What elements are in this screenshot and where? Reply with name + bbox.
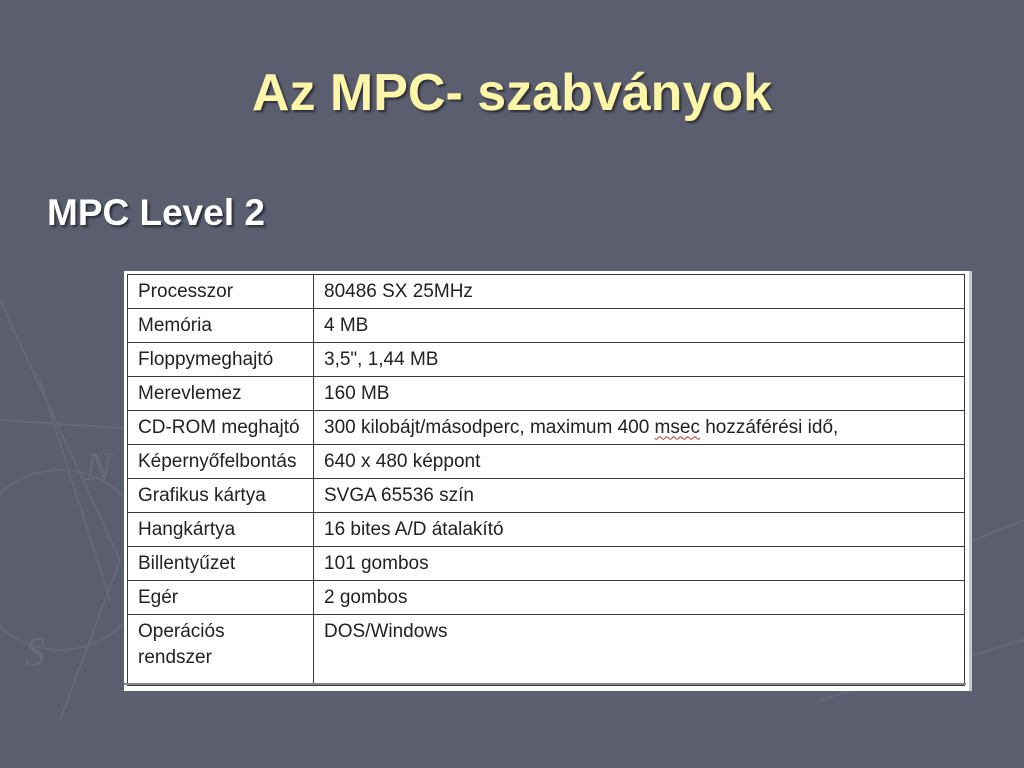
row-label: [128, 615, 314, 686]
row-value: [314, 411, 965, 445]
row-value-part: 300 kilobájt/másodperc, maximum 400: [324, 416, 655, 438]
row-value: 640 x 480 képpont: [314, 445, 965, 479]
row-value-spellcheck-word: msec: [654, 416, 700, 438]
table-bottom-border: [124, 683, 966, 685]
table-row: [128, 377, 965, 411]
table-row: [128, 547, 965, 581]
table-row: [128, 309, 965, 343]
slide-subtitle: MPC Level 2: [47, 192, 265, 233]
row-value: 16 bites A/D átalakító: [314, 513, 965, 547]
table-row: [128, 479, 965, 513]
table-row: [128, 445, 965, 479]
spec-table-image: [124, 271, 972, 691]
row-value: 80486 SX 25MHz: [314, 275, 965, 309]
row-label: Merevlemez: [128, 377, 314, 411]
row-value: 2 gombos: [314, 581, 965, 615]
row-label-line: rendszer: [138, 647, 212, 668]
row-value: 160 MB: [314, 377, 965, 411]
row-value: 101 gombos: [314, 547, 965, 581]
row-label: Billentyűzet: [128, 547, 314, 581]
compass-n-mark: N: [85, 444, 112, 489]
row-value: 4 MB: [314, 309, 965, 343]
row-value: 3,5", 1,44 MB: [314, 343, 965, 377]
row-label: Processzor: [128, 275, 314, 309]
table-row: [128, 343, 965, 377]
slide-title: Az MPC- szabványok: [251, 64, 773, 122]
table-row: [128, 513, 965, 547]
row-label: Képernyőfelbontás: [128, 445, 314, 479]
row-label: CD-ROM meghajtó: [128, 411, 314, 445]
row-label: Egér: [128, 581, 314, 615]
row-label: Memória: [128, 309, 314, 343]
table-row: [128, 411, 965, 445]
table-row: [128, 615, 965, 686]
compass-s-mark: S: [25, 629, 45, 674]
row-label-line: Operációs: [138, 621, 225, 642]
row-value: DOS/Windows: [314, 615, 965, 686]
table-row: [128, 275, 965, 309]
row-label: Floppymeghajtó: [128, 343, 314, 377]
row-label: Hangkártya: [128, 513, 314, 547]
row-value: SVGA 65536 szín: [314, 479, 965, 513]
row-label: Grafikus kártya: [128, 479, 314, 513]
spec-table: [127, 274, 965, 686]
row-value-part: hozzáférési idő,: [699, 416, 839, 438]
table-row: [128, 581, 965, 615]
